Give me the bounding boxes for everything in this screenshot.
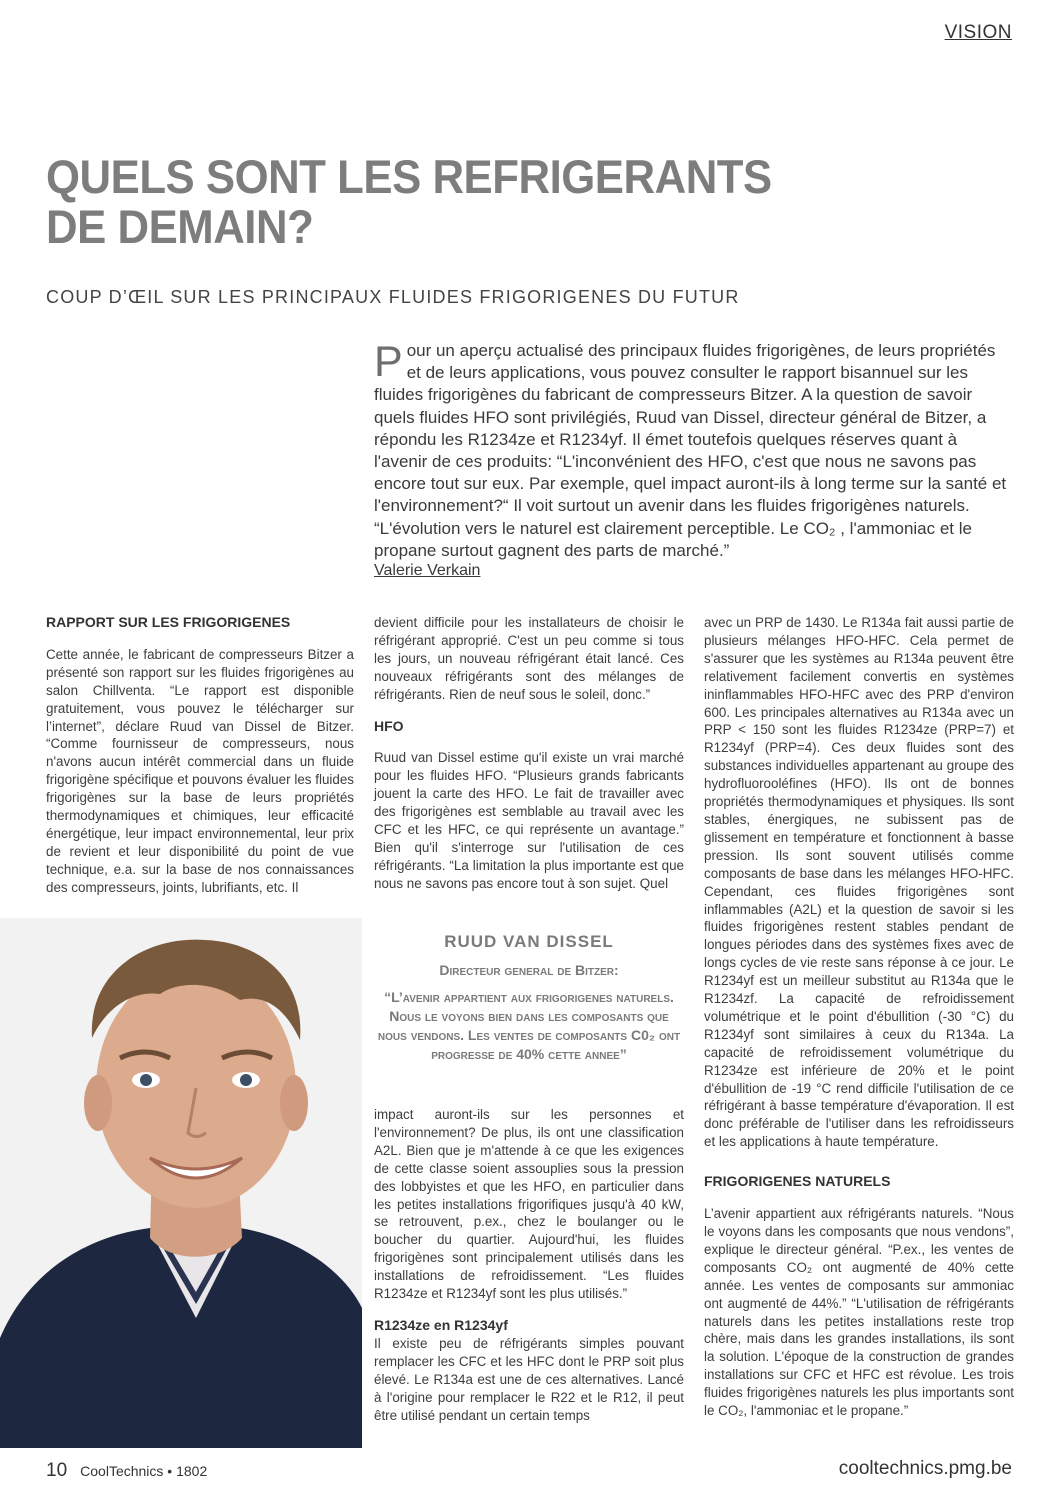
title-line-2: DE DEMAIN?	[46, 200, 314, 253]
rapport-text: Cette année, le fabricant de compresseurs Bitzer a présenté son rapport sur les fluides frigorigènes au salon Chillventa. “Le rapport est disponible gratuitement, vous pouvez le télécharger sur l’internet”, déclare Ruud van Dissel de Bitzer. “Comme fournisseur de compresseurs, nous n'avons aucun intérêt commercial dans un fluide frigorigène spécifique et pouvons évaluer les fluides frigorigènes sur la base de leurs propriétés thermodynamiques et chimiques, leur efficacité énergétique, leur impact environnemental, leur prix de revient et leur disponibilité du point de vue technique, e.a. sur la base de nos connaissances des compresseurs, joints, lubrifiants, etc. Il	[46, 646, 354, 895]
column-1	[46, 614, 354, 897]
portrait-illustration	[0, 918, 362, 1448]
pullquote-role: Directeur general de Bitzer:	[439, 962, 619, 978]
col3-text: avec un PRP de 1430. Le R134a fait aussi partie de plusieurs mélanges HFO-HFC. Cela permet de s'assurer que les systèmes au R134a peuvent être relativement facilement convertis en systèmes ininflammables HFO-HFC avec des PRP d'environ 600. Les principales alternatives au R134a avec un PRP < 150 sont les fluides R1234ze (PRP=7) et R1234yf (PRP=4). Ces deux fluides sont des substances individuelles appartenant au groupe des hydrofluorooléfines (HFO). Ils ont de bonnes propriétés thermodynamiques et physiques. Ils sont stables, énergiques, ne subissent pas de glissement en température et fonctionnent à basse pression. Ils sont souvent utilisés comme composants de base dans les mélanges HFO-HFC. Cependant, ces fluides frigorigènes sont inflammables (A2L) et la question de savoir si les fluides frigorigènes restent stables pendant de longues périodes dans des systèmes fixes avec de longs cycles de vie reste sans réponse à ce jour. Le R1234yf est un meilleur substitut au R134a que le R1234zf. La capacité de refroidissement volumétrique et le point d'ébullition (-30 °C) du R1234yf sont similaires à ceux du R134a. La capacité de refroidissement volumétrique du R1234ze est inférieure de 20% et le point d'ébullition de -19 °C rend difficile l'utilisation de ce réfrigérant à basse température d'évaporation. Il est donc préférable de l'utiliser dans les refroidisseurs et les applications à haute température.	[704, 615, 1014, 1150]
naturels-text: L’avenir appartient aux réfrigérants naturels. “Nous le voyons dans les composants que nous vendons”, explique le directeur général. “P.ex., les ventes de composants CO₂ ont augmenté de 40% cette année. Les ventes de composants sur ammoniac ont augmenté de 44%.” “L'utilisation de réfrigérants naturels dans les petites installations reste trop chère, mais dans les grandes installations, ils sont la solution. L'époque de la construction de grandes installations sur CFC et HFC est révolue. Les trois fluides frigorigènes naturels les plus importants sont le CO₂, l'ammoniac et le propane.”	[704, 1206, 1014, 1419]
pullquote-quote: “L’avenir appartient aux frigorigenes naturels. Nous le voyons bien dans les composants que nous vendons. Les ventes de composants C0₂ ont progresse de 40% cette annee”	[377, 989, 681, 1062]
column-2-bottom	[374, 1106, 684, 1424]
hfo-continue-text: impact auront-ils sur les personnes et l'environnement? De plus, ils ont une classification A2L. Bien que je m'attende à ce que les exigences de cette classe soient assouplies sous la pression des lobbyistes et que les HFO, en particulier dans les petites installations frigorifiques jusqu'à 40 kW, se retrouvent, p.ex., chez le boulanger ou le boucher du quartier. Aujourd'hui, les fluides frigorigènes sont principalement utilisés dans les installations de refroidissement. “Les fluides R1234ze et R1234yf sont les plus utilisés.”	[374, 1107, 684, 1302]
pullquote-name: RUUD VAN DISSEL	[444, 932, 614, 951]
article-title	[46, 152, 809, 252]
section-tag: VISION	[944, 22, 1012, 43]
title-line-1: QUELS SONT LES REFRIGERANTS	[46, 150, 772, 203]
r1234-text: Il existe peu de réfrigérants simples pouvant remplacer les CFC et les HFC dont le PRP soit plus élevé. Le R134a est une de ces alternatives. Lancé à l'origine pour remplacer le R22 et le R12, il peut être utilisé pendant un certain temps	[374, 1335, 684, 1423]
author-byline: Valerie Verkain	[374, 562, 481, 579]
naturels-heading: FRIGORIGENES NATURELS	[704, 1173, 891, 1190]
rapport-heading: RAPPORT SUR LES FRIGORIGENES	[46, 614, 291, 630]
hfo-heading: HFO	[374, 717, 404, 734]
intro-text: our un aperçu actualisé des principaux fluides frigorigènes, de leurs propriétés et de leurs applications, vous pouvez consulter le rapport bisannuel sur les fluides frigorigènes du fabricant de compresseurs Bitzer. A la question de savoir quels fluides HFO sont privilégiés, Ruud van Dissel, directeur général de Bitzer, a répondu les R1234ze et R1234yf. Il émet toutefois quelques réserves quant à l'avenir de ces produits: “L'inconvénient des HFO, c'est que nous ne savons pas encore tout sur eux. Par exemple, quel impact auront-ils à long terme sur la santé et l'environnement?“ Il voit surtout un avenir dans les fluides frigorigènes naturels. “L'évolution vers le naturel est clairement perceptible. Le CO₂ , l'ammoniac et le propane surtout gagnent des parts de marché.”	[374, 341, 1007, 560]
column-2-top	[374, 614, 684, 893]
hfo-text: Ruud van Dissel estime qu'il existe un vrai marché pour les fluides HFO. “Plusieurs grands fabricants jouent la carte des HFO. Le fait de travailler avec des frigorigènes est semblable au travail avec les CFC et les HFC, ce qui représente un avantage.” Bien qu'il s'interroge sur l'utilisation de ces réfrigérants. “La limitation la plus importante est que nous ne savons pas encore tout à son sujet. Quel	[374, 750, 684, 891]
pullquote	[374, 932, 684, 1064]
website-link[interactable]: cooltechnics.pmg.be	[838, 1458, 1012, 1479]
page-footer-left	[46, 1460, 207, 1482]
magazine-issue: CoolTechnics • 1802	[80, 1463, 208, 1479]
portrait-photo	[0, 918, 362, 1448]
column-3	[704, 614, 1014, 1420]
r1234-heading: R1234ze en R1234yf	[374, 1316, 508, 1333]
page-number: 10	[46, 1460, 68, 1481]
drop-cap: P	[374, 338, 403, 386]
article-intro	[374, 340, 1014, 562]
col2-continue-text: devient difficile pour les installateurs de choisir le réfrigérant approprié. C'est un peu comme si tous les jours, un nouveau réfrigérant était lancé. Ces nouveaux réfrigérants sont des mélanges de réfrigérants. Rien de neuf sous le soleil, donc.”	[374, 615, 684, 702]
article-subtitle: COUP D’ŒIL SUR LES PRINCIPAUX FLUIDES FRIGORIGENES DU FUTUR	[46, 287, 740, 307]
